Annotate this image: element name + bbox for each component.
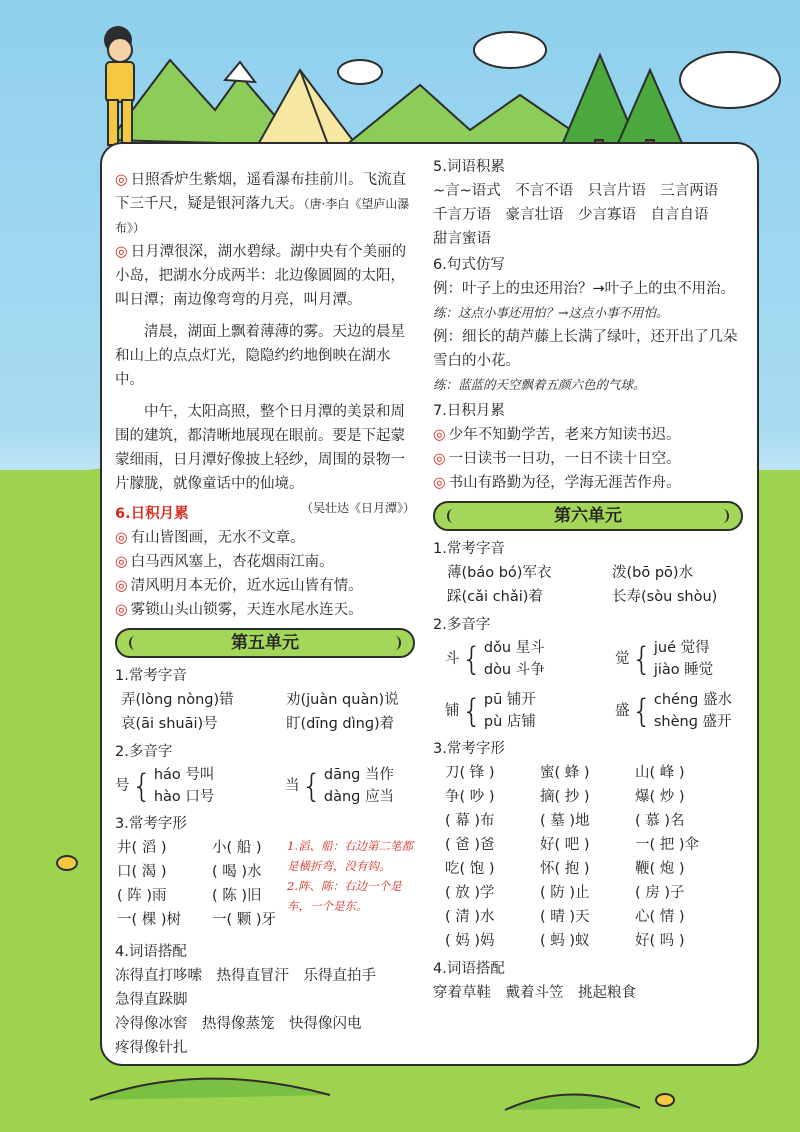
list-item: 疼得像针扎 (115, 1040, 188, 1056)
polyphone-row: 铺 { pū 铺开 pù 店铺 盛 { chénɡ 盛水 shènɡ 盛开 (445, 692, 732, 730)
pinyin-row: 弄(lònɡ nònɡ)错 劝(juàn quàn)说 (121, 692, 399, 708)
stone-decoration (56, 855, 78, 871)
unit-banner: 第五单元 (115, 628, 415, 658)
practice-sentence: 练：这点小事还用怕？→这点小事不用怕。 (433, 305, 669, 320)
list-item: 穿着草鞋 戴着斗笠 挑起粮食 (433, 985, 636, 1001)
list-item: ~言~语式 不言不语 只言片语 三言两语 (433, 183, 719, 199)
list-item: ◎ 书山有路勤为径，学海无涯苦作舟。 (433, 475, 681, 491)
unit-banner: 第六单元 (433, 501, 743, 531)
example-sentence: 例：细长的葫芦藤上长满了绿叶，还开出了几朵雪白的小花。 (433, 329, 738, 369)
section-title: 2.多音字 (433, 617, 491, 633)
glyph-row: ( 阵 )雨 ( 陈 )旧 (117, 888, 262, 904)
list-item: 甜言蜜语 (433, 231, 491, 247)
section-title: 4.词语搭配 (433, 961, 505, 977)
glyph-row: 吃( 饱 ) 怀( 抱 ) 鞭( 炮 ) (445, 861, 685, 877)
pinyin-row: 哀(āi shuāi)号 盯(dīnɡ dìnɡ)着 (121, 716, 395, 732)
section-title: 5.词语积累 (433, 159, 505, 175)
section-title: 4.词语搭配 (115, 944, 187, 960)
list-item: ◎ 雾锁山头山锁雾，天连水尾水连天。 (115, 602, 363, 618)
glyph-row: ( 幕 )布 ( 墓 )地 ( 慕 )名 (445, 813, 685, 829)
list-item: 冻得直打哆嗦 热得直冒汗 乐得直拍手 (115, 968, 376, 984)
glyph-row: ( 放 )学 ( 防 )止 ( 房 )子 (445, 885, 685, 901)
glyph-row: 一( 棵 )树 一( 颗 )牙 (117, 912, 277, 928)
poem-paragraph: ◎ 日照香炉生紫烟，遥看瀑布挂前川。飞流直下三千尺，疑是银河落九天。（唐·李白《望庐山瀑布》） (115, 172, 410, 235)
glyph-row: 刀( 锋 ) 蜜( 蜂 ) 山( 峰 ) (445, 765, 685, 781)
list-item: 冷得像冰窖 热得像蒸笼 快得像闪电 (115, 1016, 362, 1032)
glyph-grid (433, 761, 743, 953)
example-sentence: 例：叶子上的虫还用治？→叶子上的虫不用治。 (433, 281, 736, 297)
glyph-row: ( 清 )水 ( 晴 )天 心( 情 ) (445, 909, 685, 925)
list-item: ◎ 少年不知勤学苦，老来方知读书迟。 (433, 427, 681, 443)
section-title: 6.句式仿写 (433, 257, 505, 273)
list-item: ◎ 一日读书一日功，一日不读十日空。 (433, 451, 681, 467)
riyuetan-paragraph-1: ◎ 日月潭很深，湖水碧绿。湖中央有个美丽的小岛，把湖水分成两半：北边像圆圆的太阳，叫日潭；南边像弯弯的月亮，叫月潭。 (115, 244, 407, 308)
glyph-row: 口( 渴 ) ( 喝 )水 (117, 864, 262, 880)
pinyin-row: 踩(cǎi chǎi)着 长寿(sòu shòu) (447, 589, 718, 605)
phrase-list (433, 179, 743, 251)
glyph-row: 争( 吵 ) 摘( 抄 ) 爆( 炒 ) (445, 789, 685, 805)
glyph-row: ( 爸 )爸 好( 吧 ) 一( 把 )伞 (445, 837, 700, 853)
saying-list (115, 526, 415, 622)
glyph-note: 1.滔、船：右边第二笔都是横折弯，没有钩。 2.阵、陈：右边一个是车，一个是东。 (287, 839, 413, 913)
list-item: ◎ 白马西风塞上，杏花烟雨江南。 (115, 554, 334, 570)
left-column (115, 168, 415, 1060)
riyuetan-paragraph-3: 中午，太阳高照，整个日月潭的美景和周围的建筑，都清晰地展现在眼前。要是下起蒙蒙细雨，日月潭好像披上轻纱，周围的景物一片朦胧，就像童话中的仙境。 （吴壮达《日月潭》） (115, 404, 415, 515)
list-item: 急得直跺脚 (115, 992, 188, 1008)
list-item: ◎ 清风明月本无价，近水远山皆有情。 (115, 578, 363, 594)
glyph-row: 井( 滔 ) 小( 船 ) (117, 840, 262, 856)
section-title: 2.多音字 (115, 744, 173, 760)
section-title: 3.常考字形 (433, 741, 505, 757)
pinyin-row: 薄(báo bó)军衣 泼(bō pō)水 (447, 565, 694, 581)
polyphone-row: 号 { háo 号叫 hào 口号 当 { dānɡ 当作 dànɡ 应当 (115, 767, 394, 805)
riyuetan-paragraph-2: 清晨，湖面上飘着薄薄的雾。天边的晨星和山上的点点灯光，隐隐约约地倒映在湖水中。 (115, 324, 405, 388)
section-title: 3.常考字形 (115, 816, 187, 832)
section-title: 1.常考字音 (433, 541, 505, 557)
section-title: 6.日积月累 (115, 506, 189, 522)
saying-list (433, 423, 743, 495)
polyphone-row: 斗 { dǒu 星斗 dòu 斗争 觉 { jué 觉得 jiào 睡觉 (445, 640, 714, 678)
list-item: ◎ 有山皆图画，无水不文章。 (115, 530, 305, 546)
section-title: 7.日积月累 (433, 403, 505, 419)
right-column (433, 153, 743, 1005)
glyph-grid (115, 836, 415, 936)
practice-sentence: 练：蓝蓝的天空飘着五颜六色的气球。 (433, 377, 646, 392)
list-item: 千言万语 豪言壮语 少言寡语 自言自语 (433, 207, 709, 223)
section-title: 1.常考字音 (115, 668, 187, 684)
bottom-grass-illustration (0, 1040, 800, 1132)
glyph-row: ( 妈 )妈 ( 蚂 )蚁 好( 吗 ) (445, 933, 685, 949)
